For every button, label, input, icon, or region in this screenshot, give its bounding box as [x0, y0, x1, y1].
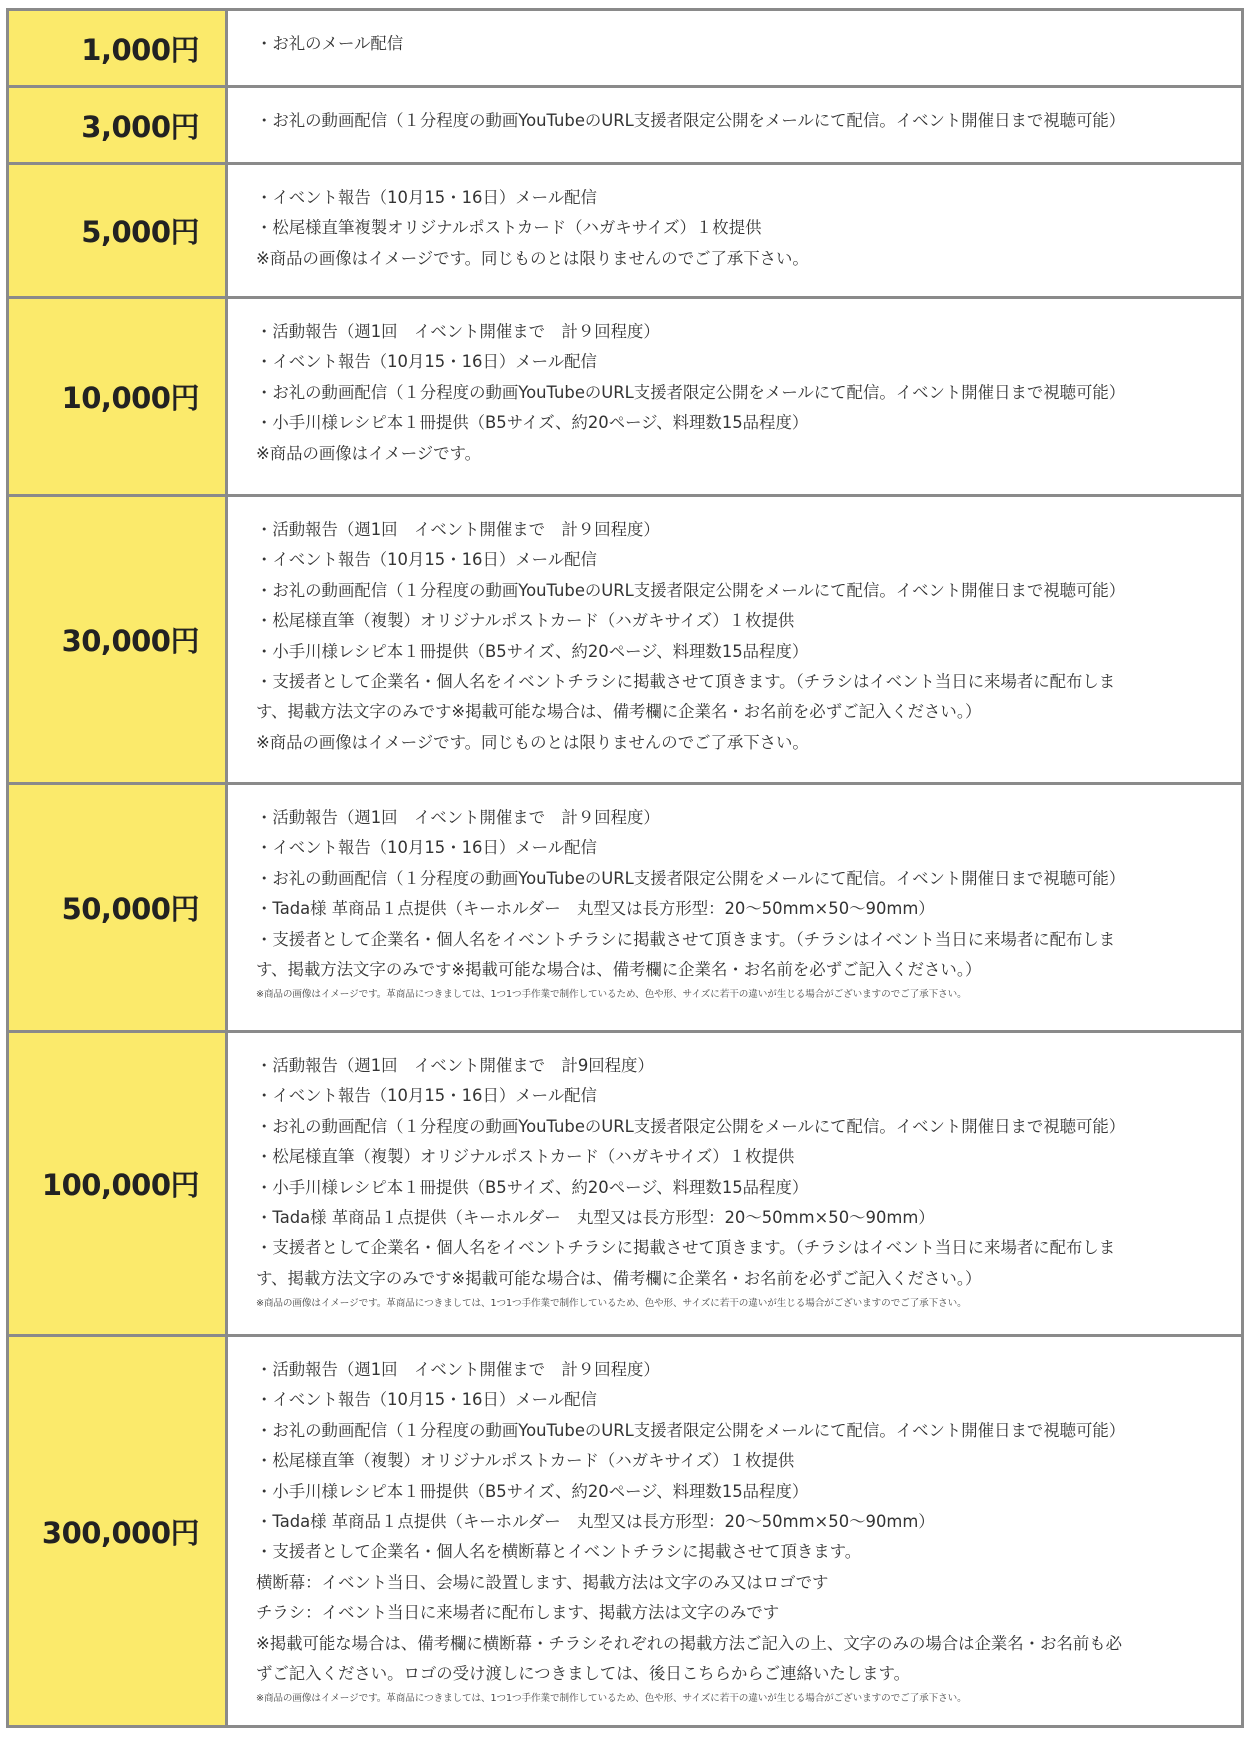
reward-description-cell [227, 784, 1243, 1032]
reward-description-cell [227, 1032, 1243, 1336]
price-cell [8, 496, 227, 784]
reward-line: す、掲載方法文字のみです※掲載可能な場合は、備考欄に企業名・お名前を必ずご記入ください。） [256, 1268, 982, 1288]
reward-line: ・活動報告（週1回 イベント開催まで 計９回程度） [256, 520, 660, 539]
reward-line: ・イベント報告（10月15・16日）メール配信 [256, 838, 597, 858]
reward-line: ・お礼の動画配信（１分程度の動画YouTubeのURL支援者限定公開をメールにて配信。イベント開催日まで視聴可能） [256, 1116, 1126, 1136]
reward-line: ・イベント報告（10月15・16日）メール配信 [256, 550, 597, 570]
price-amount: 100,000円 [41, 1168, 199, 1202]
reward-line: ・小手川様レシピ本１冊提供（B5サイズ、約20ページ、料理数15品程度） [256, 413, 809, 433]
reward-line: ・Tada様 革商品１点提供（キーホルダー 丸型又は長方形型：20〜50mm×50〜90mm） [256, 899, 935, 919]
reward-line: ・松尾様直筆（複製）オリジナルポストカード（ハガキサイズ）１枚提供 [256, 1147, 795, 1167]
reward-line: ・松尾様直筆（複製）オリジナルポストカード（ハガキサイズ）１枚提供 [256, 1451, 795, 1471]
reward-line: ・支援者として企業名・個人名をイベントチラシに掲載させて頂きます。（チラシはイベント当日に来場者に配布しま [256, 929, 1116, 949]
price-amount: 1,000円 [81, 32, 199, 67]
reward-line: す、掲載方法文字のみです※掲載可能な場合は、備考欄に企業名・お名前を必ずご記入ください。） [256, 702, 982, 722]
reward-description-cell [227, 298, 1243, 496]
reward-line: ・松尾様直筆（複製）オリジナルポストカード（ハガキサイズ）１枚提供 [256, 611, 795, 631]
price-amount: 300,000円 [41, 1515, 199, 1550]
reward-line: ・活動報告（週1回 イベント開催まで 計９回程度） [256, 322, 660, 341]
price-amount: 3,000円 [81, 109, 199, 144]
reward-line: ・お礼の動画配信（１分程度の動画YouTubeのURL支援者限定公開をメールにて配信。イベント開催日まで視聴可能） [256, 868, 1126, 888]
reward-line: ・Tada様 革商品１点提供（キーホルダー 丸型又は長方形型：20〜50mm×50〜90mm） [256, 1208, 935, 1228]
reward-line: ・イベント報告（10月15・16日）メール配信 [256, 1086, 597, 1106]
reward-line: ・小手川様レシピ本１冊提供（B5サイズ、約20ページ、料理数15品程度） [256, 1177, 809, 1197]
reward-line: ・お礼の動画配信（１分程度の動画YouTubeのURL支援者限定公開をメールにて配信。イベント開催日まで視聴可能） [256, 382, 1126, 402]
reward-line: ・お礼のメール配信 [256, 34, 404, 53]
reward-description-cell [227, 10, 1243, 87]
reward-line: ・イベント報告（10月15・16日）メール配信 [256, 1390, 597, 1410]
price-cell [8, 1032, 227, 1336]
reward-line: ・お礼の動画配信（１分程度の動画YouTubeのURL支援者限定公開をメールにて配信。イベント開催日まで視聴可能） [256, 580, 1126, 600]
reward-description-cell [227, 87, 1243, 164]
price-cell [8, 784, 227, 1032]
reward-line: ずご記入ください。ロゴの受け渡しにつきましては、後日こちらからご連絡いたします。 [256, 1664, 910, 1684]
reward-line: ・松尾様直筆複製オリジナルポストカード（ハガキサイズ）１枚提供 [256, 218, 762, 238]
reward-line: ・支援者として企業名・個人名をイベントチラシに掲載させて頂きます。（チラシはイベント当日に来場者に配布しま [256, 672, 1116, 692]
price-cell [8, 87, 227, 164]
reward-line: チラシ：イベント当日に来場者に配布します、掲載方法は文字のみです [256, 1603, 780, 1623]
reward-description-cell [227, 496, 1243, 784]
price-amount: 30,000円 [61, 624, 199, 658]
reward-tier-row [8, 298, 1243, 496]
reward-description-cell [227, 1336, 1243, 1727]
reward-tier-row [8, 784, 1243, 1032]
reward-line: ・お礼の動画配信（１分程度の動画YouTubeのURL支援者限定公開をメールにて配信。イベント開催日まで視聴可能） [256, 111, 1126, 130]
image-disclaimer-note: ※商品の画像はイメージです。革商品につきましては、1つ1つ手作業で制作しているため、色や形、サイズに若干の違いが生じる場合がございますのでご了承下さい。 [256, 1693, 967, 1705]
reward-line: ・活動報告（週1回 イベント開催まで 計9回程度） [256, 1056, 654, 1075]
reward-line: す、掲載方法文字のみです※掲載可能な場合は、備考欄に企業名・お名前を必ずご記入ください。） [256, 960, 982, 980]
price-cell [8, 1336, 227, 1727]
reward-line: ・小手川様レシピ本１冊提供（B5サイズ、約20ページ、料理数15品程度） [256, 641, 809, 661]
price-amount: 10,000円 [61, 381, 199, 415]
reward-line: ・支援者として企業名・個人名を横断幕とイベントチラシに掲載させて頂きます。 [256, 1542, 862, 1562]
reward-line: ・小手川様レシピ本１冊提供（B5サイズ、約20ページ、料理数15品程度） [256, 1481, 809, 1501]
reward-line: ※掲載可能な場合は、備考欄に横断幕・チラシそれぞれの掲載方法ご記入の上、文字のみの場合は企業名・お名前も必 [256, 1633, 1123, 1653]
reward-tier-row [8, 87, 1243, 164]
reward-description-cell [227, 164, 1243, 298]
reward-line: ・活動報告（週1回 イベント開催まで 計９回程度） [256, 1360, 660, 1379]
reward-tier-rows [8, 10, 1243, 1727]
price-cell [8, 298, 227, 496]
price-cell [8, 164, 227, 298]
reward-tier-row [8, 1336, 1243, 1727]
reward-line: ※商品の画像はイメージです。 [256, 443, 482, 463]
reward-tier-row [8, 496, 1243, 784]
image-disclaimer-note: ※商品の画像はイメージです。革商品につきましては、1つ1つ手作業で制作しているため、色や形、サイズに若干の違いが生じる場合がございますのでご了承下さい。 [256, 1298, 967, 1310]
reward-line: ・イベント報告（10月15・16日）メール配信 [256, 188, 597, 207]
reward-tier-row [8, 164, 1243, 298]
image-disclaimer-note: ※商品の画像はイメージです。革商品につきましては、1つ1つ手作業で制作しているため、色や形、サイズに若干の違いが生じる場合がございますのでご了承下さい。 [256, 989, 967, 1001]
reward-line: 横断幕：イベント当日、会場に設置します、掲載方法は文字のみ又はロゴです [256, 1572, 829, 1592]
price-amount: 5,000円 [81, 215, 199, 249]
reward-line: ・お礼の動画配信（１分程度の動画YouTubeのURL支援者限定公開をメールにて配信。イベント開催日まで視聴可能） [256, 1420, 1126, 1440]
reward-tier-table [6, 8, 1244, 1728]
reward-tier-row [8, 10, 1243, 87]
reward-line: ※商品の画像はイメージです。同じものとは限りませんのでご了承下さい。 [256, 248, 809, 268]
reward-line: ・支援者として企業名・個人名をイベントチラシに掲載させて頂きます。（チラシはイベント当日に来場者に配布しま [256, 1238, 1116, 1258]
reward-tier-row [8, 1032, 1243, 1336]
price-cell [8, 10, 227, 87]
reward-line: ・活動報告（週1回 イベント開催まで 計９回程度） [256, 808, 660, 827]
price-amount: 50,000円 [61, 892, 199, 926]
reward-line: ※商品の画像はイメージです。同じものとは限りませんのでご了承下さい。 [256, 732, 809, 752]
reward-line: ・Tada様 革商品１点提供（キーホルダー 丸型又は長方形型：20〜50mm×50〜90mm） [256, 1512, 935, 1532]
reward-line: ・イベント報告（10月15・16日）メール配信 [256, 352, 597, 372]
